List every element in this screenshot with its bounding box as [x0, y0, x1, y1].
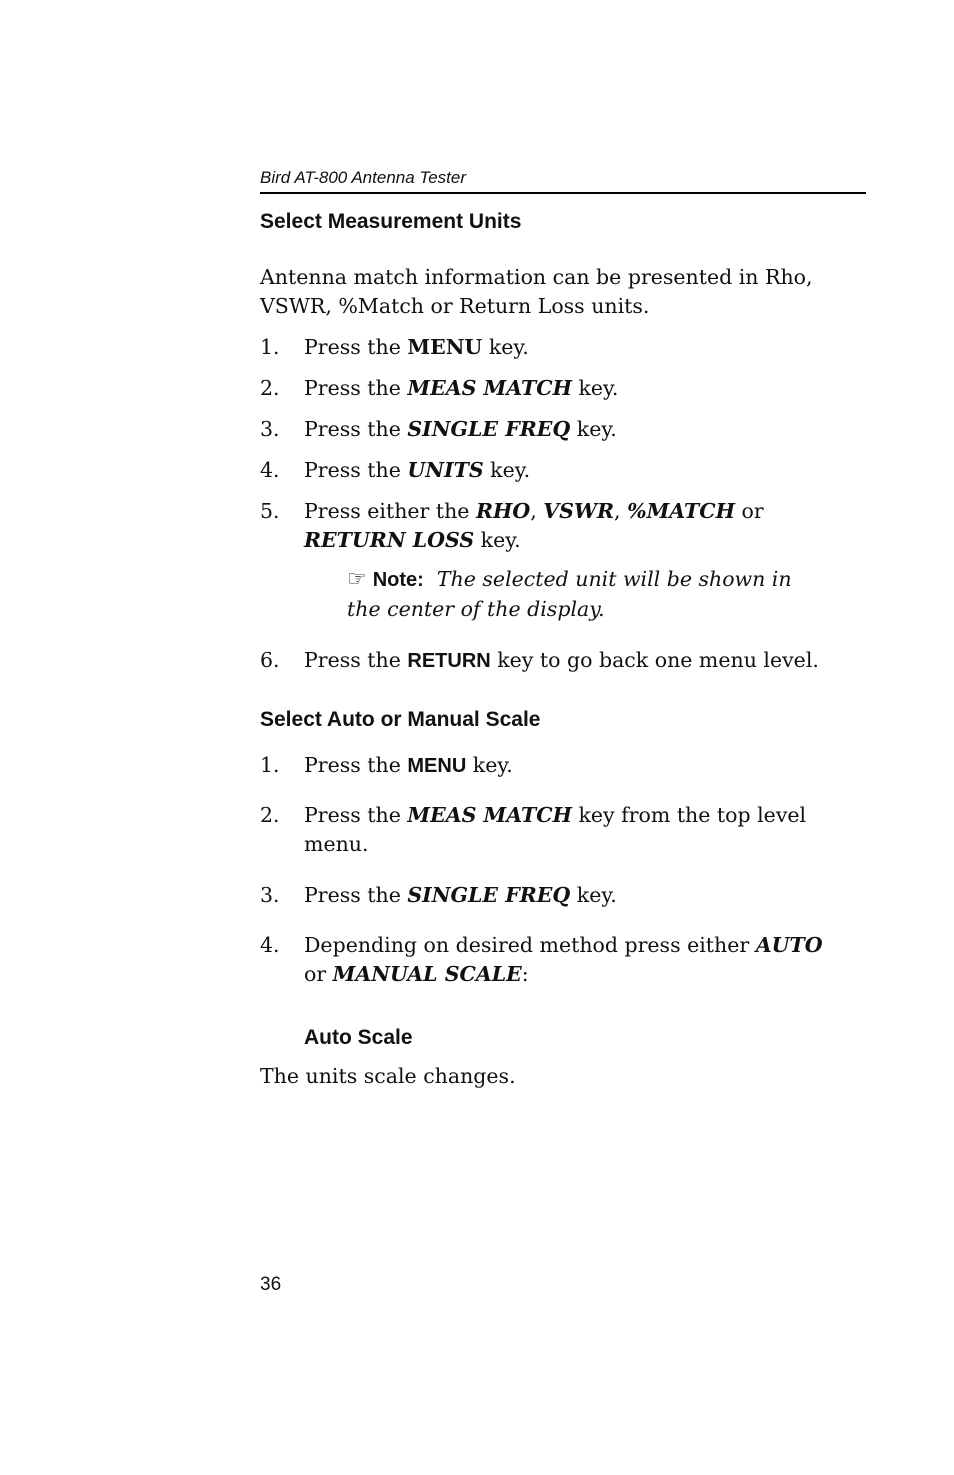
step-text: Depending on desired method press either: [304, 933, 756, 957]
step-text: Press the: [304, 753, 408, 777]
key-name: MEAS MATCH: [407, 376, 572, 400]
key-name: %MATCH: [627, 499, 735, 523]
step-text: key.: [571, 376, 619, 400]
intro-paragraph: [260, 263, 870, 321]
step-text: Press either the: [304, 499, 476, 523]
key-name: UNITS: [407, 458, 484, 482]
step-text: or: [735, 499, 764, 523]
key-name: MEAS MATCH: [407, 803, 572, 827]
step-number: 1.: [260, 753, 280, 777]
key-name: RHO: [475, 499, 531, 523]
step-4-units: [260, 456, 870, 485]
step-text: key.: [474, 528, 521, 552]
step-text: Press the: [304, 883, 408, 907]
step-text: or: [304, 962, 333, 986]
step-5-select-unit: [260, 497, 870, 555]
subheading-auto-scale: Auto Scale: [304, 1026, 413, 1049]
scale-step-3-single-freq: [260, 881, 870, 910]
key-name: MENU: [407, 335, 483, 359]
auto-scale-text: The units scale changes.: [260, 1064, 516, 1088]
page-number: 36: [260, 1274, 282, 1295]
step-3-single-freq: [260, 415, 870, 444]
key-name: RETURN: [407, 650, 491, 672]
note-text: The selected unit will be shown in: [436, 567, 792, 591]
step-1-menu: [260, 333, 870, 362]
step-number: 4.: [260, 933, 280, 957]
intro-line-1: Antenna match information can be presented in Rho,: [260, 265, 813, 289]
step-text: Press the: [304, 458, 408, 482]
step-text: Press the: [304, 335, 408, 359]
key-name: AUTO: [755, 933, 823, 957]
step-6-return: [260, 646, 870, 676]
step-number: 4.: [260, 458, 280, 482]
scale-step-1-menu: [260, 751, 870, 781]
scale-step-4-choose: [260, 931, 870, 989]
step-text: key from the top level: [571, 803, 807, 827]
step-number: 3.: [260, 883, 280, 907]
step-text: key.: [466, 753, 513, 777]
key-name: MANUAL SCALE: [332, 962, 522, 986]
key-name: SINGLE FREQ: [407, 417, 571, 441]
section-heading-scale: Select Auto or Manual Scale: [260, 708, 541, 731]
scale-step-2-meas-match: [260, 801, 870, 859]
note-box: [347, 565, 867, 624]
running-header: Bird AT-800 Antenna Tester: [260, 168, 866, 194]
intro-line-2: VSWR, %Match or Return Loss units.: [260, 294, 650, 318]
step-text: :: [521, 962, 529, 986]
section-heading-measurement-units: Select Measurement Units: [260, 210, 522, 233]
note-text: the center of the display.: [347, 597, 605, 621]
step-text: ,: [614, 499, 628, 523]
step-number: 2.: [260, 376, 280, 400]
step-number: 5.: [260, 499, 280, 523]
step-text: key.: [482, 335, 529, 359]
step-number: 2.: [260, 803, 280, 827]
key-name: MENU: [407, 755, 467, 777]
step-number: 1.: [260, 335, 280, 359]
step-text: key.: [483, 458, 531, 482]
step-number: 3.: [260, 417, 280, 441]
key-name: RETURN LOSS: [304, 528, 475, 552]
step-text: key.: [570, 883, 617, 907]
step-text: ,: [530, 499, 544, 523]
step-text: key to go back one menu level.: [490, 648, 819, 672]
step-text: Press the: [304, 376, 408, 400]
step-text: menu.: [304, 832, 369, 856]
key-name: SINGLE FREQ: [407, 883, 571, 907]
step-text: Press the: [304, 803, 408, 827]
step-text: Press the: [304, 648, 408, 672]
step-text: Press the: [304, 417, 408, 441]
step-number: 6.: [260, 648, 280, 672]
key-name: VSWR: [543, 499, 615, 523]
pointing-hand-icon: ☞: [347, 567, 367, 592]
note-label: Note:: [372, 569, 424, 591]
step-2-meas-match: [260, 374, 870, 403]
step-text: key.: [570, 417, 617, 441]
